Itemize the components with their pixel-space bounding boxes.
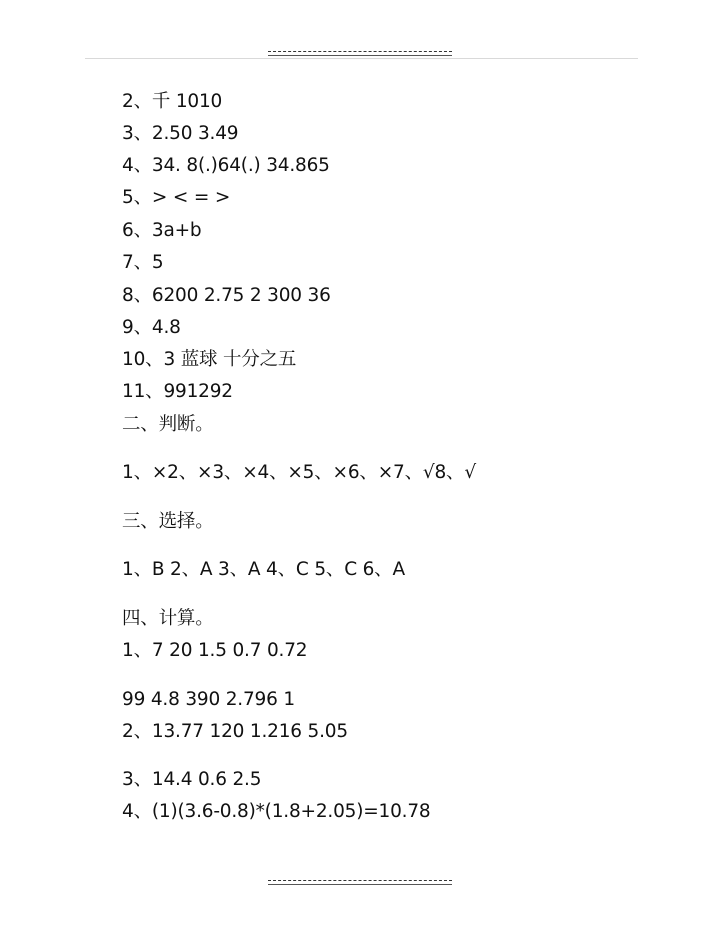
footer-dashed-line xyxy=(268,880,452,881)
fill-answer-9: 9、4.8 xyxy=(122,317,181,338)
fill-answer-11: 11、991292 xyxy=(122,381,233,402)
header-dashed-line xyxy=(268,51,452,52)
judge-answers: 1、×2、×3、×4、×5、×6、×7、√8、√ xyxy=(122,462,476,483)
calc-heading: 四、计算。 xyxy=(122,608,214,629)
fill-answer-3: 3、2.50 3.49 xyxy=(122,123,239,144)
fill-answer-7: 7、5 xyxy=(122,252,164,273)
choice-heading: 三、选择。 xyxy=(122,511,214,532)
calc-answer-2: 2、13.77 120 1.216 5.05 xyxy=(122,721,348,742)
fill-answer-6: 6、3a+b xyxy=(122,220,202,241)
calc-answer-4: 4、(1)(3.6-0.8)*(1.8+2.05)=10.78 xyxy=(122,801,431,822)
judge-heading: 二、判断。 xyxy=(122,414,214,435)
footer-double-line xyxy=(268,884,452,885)
header-double-line xyxy=(268,55,452,56)
fill-answer-2: 2、千 1010 xyxy=(122,91,223,112)
fill-answer-5: 5、> < = > xyxy=(122,187,231,208)
fill-answer-8: 8、6200 2.75 2 300 36 xyxy=(122,285,331,306)
calc-answer-3: 3、14.4 0.6 2.5 xyxy=(122,769,262,790)
calc-answer-1-continued: 99 4.8 390 2.796 1 xyxy=(122,689,295,710)
calc-answer-1: 1、7 20 1.5 0.7 0.72 xyxy=(122,640,308,661)
fill-answer-10: 10、3 蓝球 十分之五 xyxy=(122,349,297,370)
fill-answer-4: 4、34. 8(.)64(.) 34.865 xyxy=(122,155,330,176)
choice-answers: 1、B 2、A 3、A 4、C 5、C 6、A xyxy=(122,559,405,580)
header-rule xyxy=(85,58,638,59)
